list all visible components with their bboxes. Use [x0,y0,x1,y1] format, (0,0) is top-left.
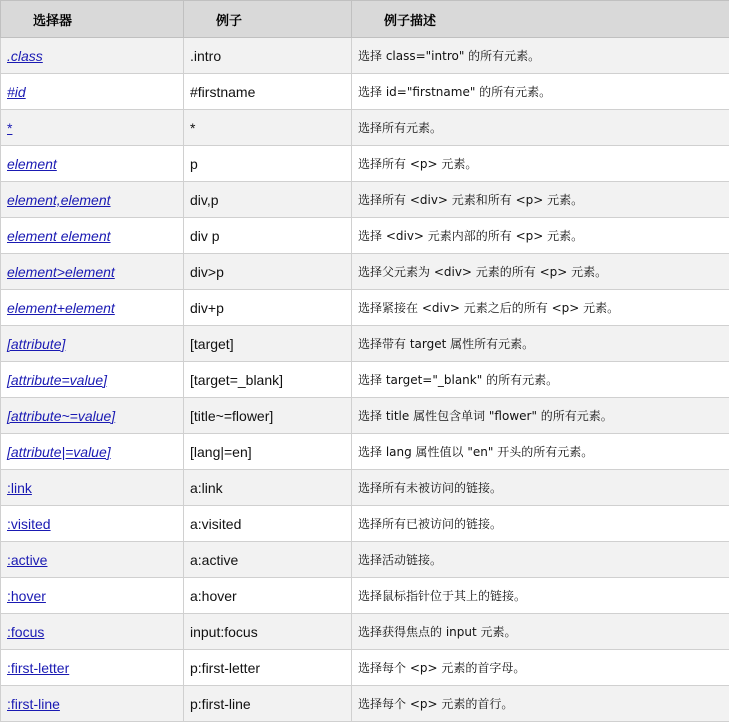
description-cell: 选择紧接在 <div> 元素之后的所有 <p> 元素。 [352,290,729,326]
example-cell: a:hover [184,578,352,614]
selector-cell [1,470,184,506]
column-header-selector: 选择器 [1,1,184,38]
example-cell: p:first-letter [184,650,352,686]
description-cell: 选择 target="_blank" 的所有元素。 [352,362,729,398]
selector-link[interactable]: :link [7,480,32,496]
description-cell: 选择 title 属性包含单词 "flower" 的所有元素。 [352,398,729,434]
example-cell: p:first-line [184,686,352,722]
example-cell: [lang|=en] [184,434,352,470]
description-cell: 选择所有 <div> 元素和所有 <p> 元素。 [352,182,729,218]
example-cell: div+p [184,290,352,326]
example-cell: div>p [184,254,352,290]
table-body [1,38,729,722]
example-cell: .intro [184,38,352,74]
description-cell: 选择 lang 属性值以 "en" 开头的所有元素。 [352,434,729,470]
selector-link[interactable]: * [7,120,13,136]
selector-link[interactable]: :active [7,552,48,568]
example-cell: div,p [184,182,352,218]
description-cell: 选择每个 <p> 元素的首字母。 [352,650,729,686]
example-cell: input:focus [184,614,352,650]
example-cell: [target] [184,326,352,362]
selector-link[interactable]: [attribute|=value] [7,444,111,460]
selector-cell [1,290,184,326]
description-cell: 选择父元素为 <div> 元素的所有 <p> 元素。 [352,254,729,290]
selector-link[interactable]: :first-letter [7,660,70,676]
table-row [1,110,729,146]
selector-link[interactable]: :focus [7,624,45,640]
selector-cell [1,146,184,182]
table-row [1,326,729,362]
table-row [1,542,729,578]
selector-cell [1,182,184,218]
selector-cell [1,578,184,614]
selector-link[interactable]: #id [7,84,26,100]
table-row [1,290,729,326]
table-row [1,398,729,434]
description-cell: 选择所有 <p> 元素。 [352,146,729,182]
header-row [1,1,729,38]
description-cell: 选择所有未被访问的链接。 [352,470,729,506]
selector-cell [1,254,184,290]
table-row [1,254,729,290]
table-row [1,434,729,470]
table-row [1,362,729,398]
column-header-example: 例子 [184,1,352,38]
example-cell: [target=_blank] [184,362,352,398]
selector-cell [1,506,184,542]
selector-link[interactable]: [attribute=value] [7,372,108,388]
selector-cell [1,74,184,110]
table-row [1,38,729,74]
selector-link[interactable]: [attribute] [7,336,66,352]
description-cell: 选择 <div> 元素内部的所有 <p> 元素。 [352,218,729,254]
selector-cell [1,398,184,434]
selector-cell [1,38,184,74]
description-cell: 选择活动链接。 [352,542,729,578]
table-row [1,650,729,686]
selector-cell [1,326,184,362]
example-cell: a:visited [184,506,352,542]
description-cell: 选择获得焦点的 input 元素。 [352,614,729,650]
example-cell: #firstname [184,74,352,110]
selector-cell [1,362,184,398]
selector-link[interactable]: element,element [7,192,111,208]
table-row [1,506,729,542]
selector-cell [1,218,184,254]
table-header [1,1,729,38]
example-cell: p [184,146,352,182]
example-cell: a:active [184,542,352,578]
description-cell: 选择带有 target 属性所有元素。 [352,326,729,362]
table-row [1,686,729,722]
selector-link[interactable]: :hover [7,588,46,604]
table-row [1,74,729,110]
selector-link[interactable]: element element [7,228,111,244]
table-row [1,146,729,182]
table-row [1,578,729,614]
selector-cell [1,650,184,686]
table-row [1,470,729,506]
selector-link[interactable]: [attribute~=value] [7,408,116,424]
description-cell: 选择所有元素。 [352,110,729,146]
table-row [1,218,729,254]
description-cell: 选择鼠标指针位于其上的链接。 [352,578,729,614]
selector-link[interactable]: element+element [7,300,115,316]
selector-cell [1,542,184,578]
description-cell: 选择 id="firstname" 的所有元素。 [352,74,729,110]
selector-cell [1,110,184,146]
table-row [1,182,729,218]
table-row [1,614,729,650]
description-cell: 选择所有已被访问的链接。 [352,506,729,542]
selector-link[interactable]: :visited [7,516,51,532]
selector-cell [1,686,184,722]
example-cell: * [184,110,352,146]
selector-link[interactable]: .class [7,48,43,64]
description-cell: 选择 class="intro" 的所有元素。 [352,38,729,74]
example-cell: [title~=flower] [184,398,352,434]
selector-cell [1,434,184,470]
example-cell: div p [184,218,352,254]
selector-link[interactable]: element [7,156,57,172]
description-cell: 选择每个 <p> 元素的首行。 [352,686,729,722]
selector-link[interactable]: element>element [7,264,115,280]
example-cell: a:link [184,470,352,506]
selector-cell [1,614,184,650]
selector-link[interactable]: :first-line [7,696,60,712]
column-header-description: 例子描述 [352,1,729,38]
